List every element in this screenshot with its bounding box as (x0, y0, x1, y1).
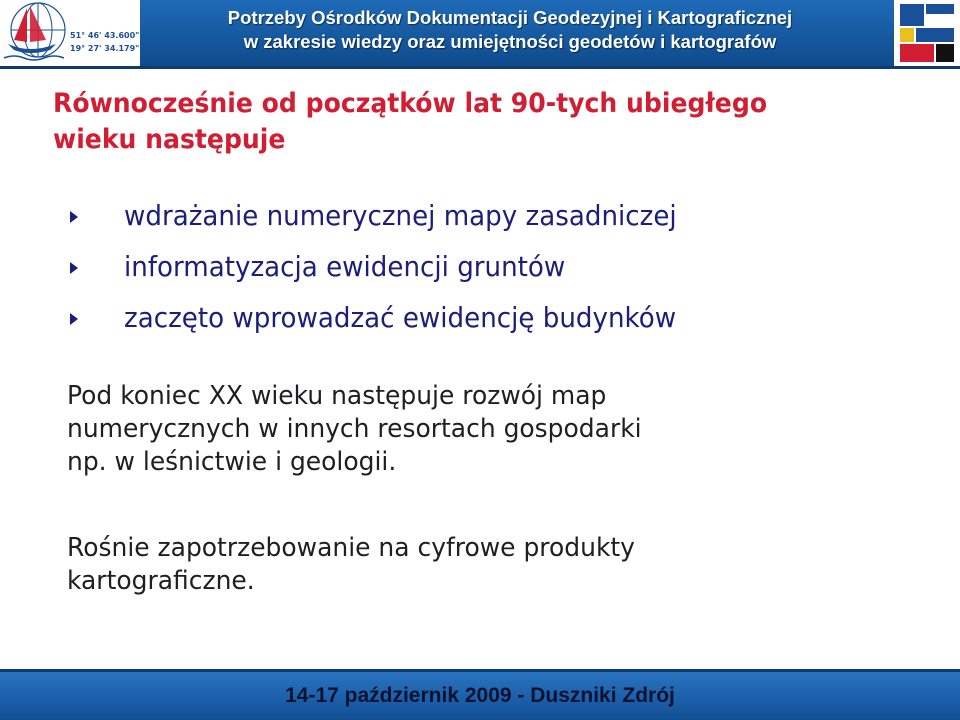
bullet-item (70, 298, 910, 349)
paragraph-development (67, 380, 893, 479)
header-divider (0, 66, 960, 69)
bullet-text: informatyzacja ewidencji gruntów (124, 251, 566, 283)
bullet-item (70, 247, 910, 298)
bullet-arrow-icon (70, 262, 78, 274)
logo-coordinate-longitude: 19° 27' 34.179" (70, 44, 140, 53)
bullet-text: wdrażanie numerycznej mapy zasadniczej (124, 200, 677, 232)
page-title (142, 6, 878, 54)
page-title-line-1: Potrzeby Ośrodków Dokumentacji Geodezyjnej i Kartograficznej (227, 7, 793, 28)
paragraph-line: numerycznych w innych resortach gospodarki (67, 414, 642, 444)
slide-heading (53, 86, 853, 158)
bullet-list (70, 196, 910, 349)
paragraph-line: Rośnie zapotrzebowanie na cyfrowe produkty (67, 533, 635, 563)
paragraph-line: np. w leśnictwie i geologii. (67, 447, 397, 477)
paragraph-line: Pod koniec XX wieku następuje rozwój map (67, 381, 607, 411)
logo-coordinate-latitude: 51° 46' 43.600" (70, 31, 140, 40)
page-title-line-2: w zakresie wiedzy oraz umiejętności geodetów i kartografów (243, 31, 777, 52)
slide-heading-line-1: Równocześnie od początków lat 90-tych ubiegłego (53, 88, 768, 119)
bullet-item (70, 196, 910, 247)
paragraph-demand (67, 532, 893, 598)
geometric-logo-icon (894, 0, 960, 66)
bullet-arrow-icon (70, 211, 78, 223)
bullet-arrow-icon (70, 313, 78, 325)
paragraph-line: kartograficzne. (67, 566, 255, 596)
footer-band (0, 672, 960, 720)
footer-event-date: 14-17 październik 2009 - Duszniki Zdrój (285, 684, 675, 707)
bullet-text: zaczęto wprowadzać ewidencję budynków (124, 302, 677, 334)
slide-heading-line-2: wieku następuje (53, 124, 286, 155)
corner-logo (894, 0, 960, 66)
conference-logo (0, 0, 140, 66)
